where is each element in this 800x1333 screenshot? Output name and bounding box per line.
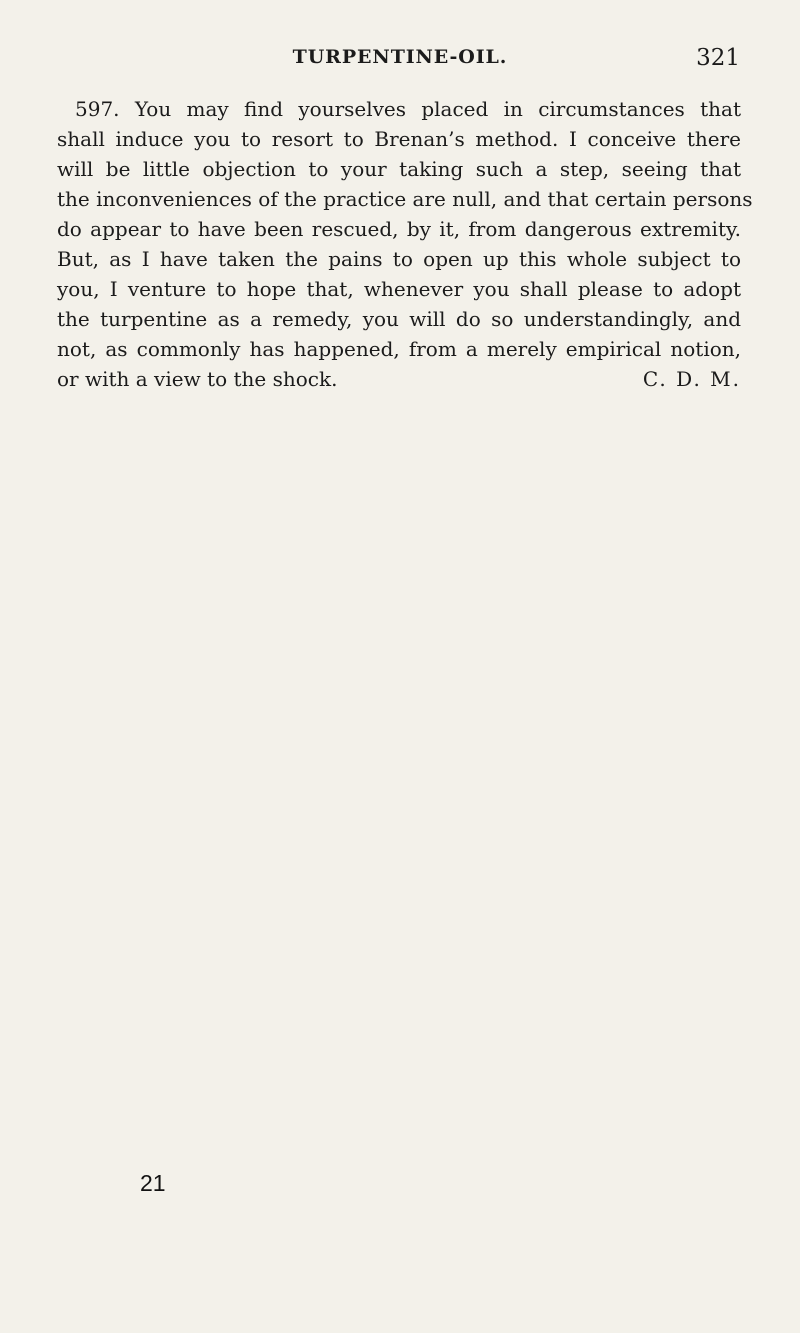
paragraph-line: But, as I have taken the pains to open up this whole subject to bbox=[57, 247, 741, 271]
paragraph-line: will be little objection to your taking such a step, seeing that bbox=[57, 157, 741, 181]
author-signature: C. D. M. bbox=[642, 367, 741, 391]
paragraph-line: do appear to have been rescued, by it, from dangerous extremity. bbox=[57, 217, 741, 241]
page-number: 321 bbox=[696, 45, 740, 71]
body-paragraph bbox=[57, 94, 753, 394]
paragraph-line: or with a view to the shock. bbox=[57, 367, 338, 391]
paragraph-line: you, I venture to hope that, whenever you shall please to adopt bbox=[57, 277, 741, 301]
printer-signature-mark: 21 bbox=[140, 1170, 166, 1196]
paragraph-line: not, as commonly has happened, from a merely empirical notion, bbox=[57, 337, 741, 361]
paragraph-line: the turpentine as a remedy, you will do so understandingly, and bbox=[57, 307, 741, 331]
running-title: TURPENTINE-OIL. bbox=[292, 46, 508, 68]
paragraph-line: shall induce you to resort to Brenan’s method. I conceive there bbox=[57, 127, 741, 151]
paragraph-line: 597. You may find yourselves placed in circumstances that bbox=[75, 97, 741, 121]
paragraph-last-line bbox=[57, 364, 741, 394]
paragraph-line: the inconveniences of the practice are null, and that certain persons bbox=[57, 187, 753, 211]
running-head bbox=[60, 46, 740, 76]
